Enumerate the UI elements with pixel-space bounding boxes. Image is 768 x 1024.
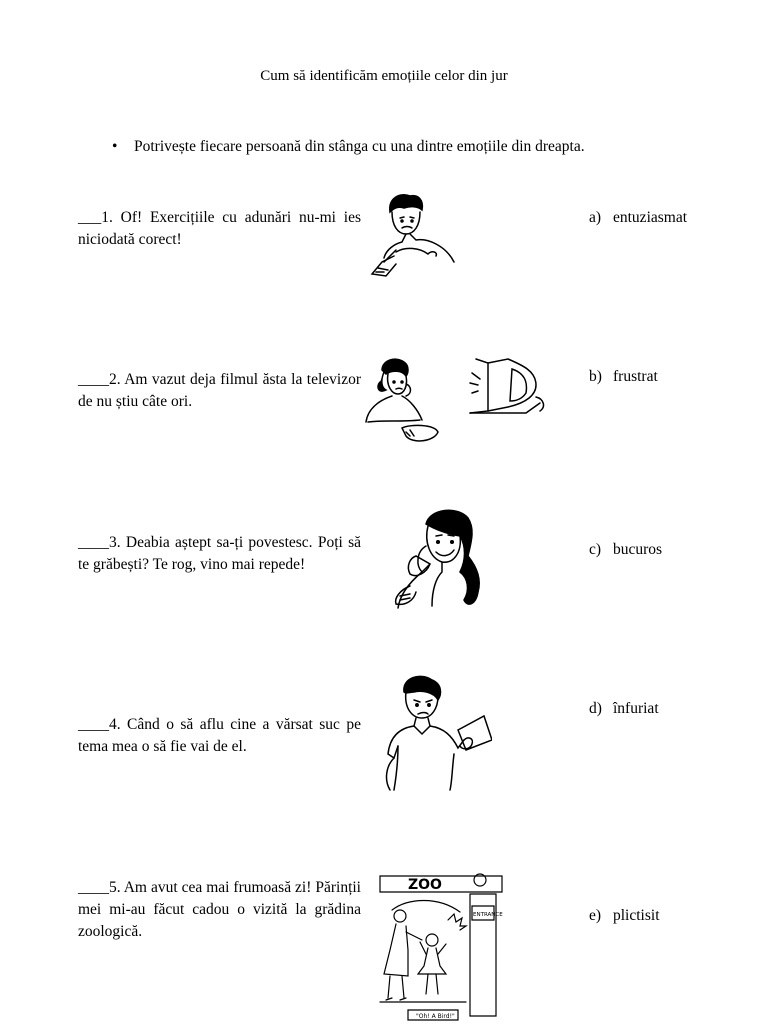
answer-letter: e)	[589, 907, 602, 924]
answer-word: bucuros	[613, 541, 663, 558]
answer-option-c	[589, 541, 662, 559]
frustrated-boy-illustration	[366, 192, 462, 278]
angry-boy-paper-illustration	[380, 674, 492, 792]
excited-girl-phone-illustration	[386, 506, 486, 614]
instruction-text: Potrivește fiecare persoană din stânga cu una dintre emoțiile din dreapta.	[134, 138, 585, 155]
zoo-visit-illustration	[378, 870, 510, 1024]
answer-word: plictisit	[613, 907, 660, 924]
exercise-item-3: ____3. Deabia aștept sa-ți povestesc. Poți să te grăbești? Te rog, vino mai repede!	[78, 534, 361, 573]
exercise-item-5: ____5. Am avut cea mai frumoasă zi! Părinții mei mi-au făcut cadou o vizită la grădina zoologică.	[78, 879, 361, 940]
answer-letter: a)	[589, 209, 602, 226]
answer-option-e	[589, 907, 660, 925]
zoo-sign-text: ZOO	[408, 877, 442, 893]
entrance-sign-text: ENTRANCE	[473, 912, 503, 918]
answer-option-d	[589, 700, 659, 718]
answer-letter: c)	[589, 541, 602, 558]
instruction	[112, 138, 585, 156]
exercise-item-1: ___1. Of! Exercițiile cu adunări nu-mi ies niciodată corect!	[78, 209, 361, 248]
page-title: Cum să identificăm emoțiile celor din jur	[260, 68, 508, 84]
answer-letter: b)	[589, 368, 602, 385]
television-illustration	[466, 355, 550, 417]
illustration-caption: "Oh! A Bird!"	[416, 1013, 455, 1020]
answer-option-a	[589, 209, 687, 227]
exercise-item-4: ____4. Când o să aflu cine a vărsat suc pe tema mea o să fie vai de el.	[78, 716, 361, 755]
answer-word: frustrat	[613, 368, 658, 385]
answer-word: entuziasmat	[613, 209, 688, 226]
bullet-icon: •	[112, 138, 118, 155]
exercise-item-2: ____2. Am vazut deja filmul ăsta la televizor de nu știu câte ori.	[78, 371, 361, 410]
bored-girl-illustration	[362, 356, 442, 446]
answer-letter: d)	[589, 700, 602, 717]
answer-option-b	[589, 368, 658, 386]
answer-word: înfuriat	[613, 700, 659, 717]
